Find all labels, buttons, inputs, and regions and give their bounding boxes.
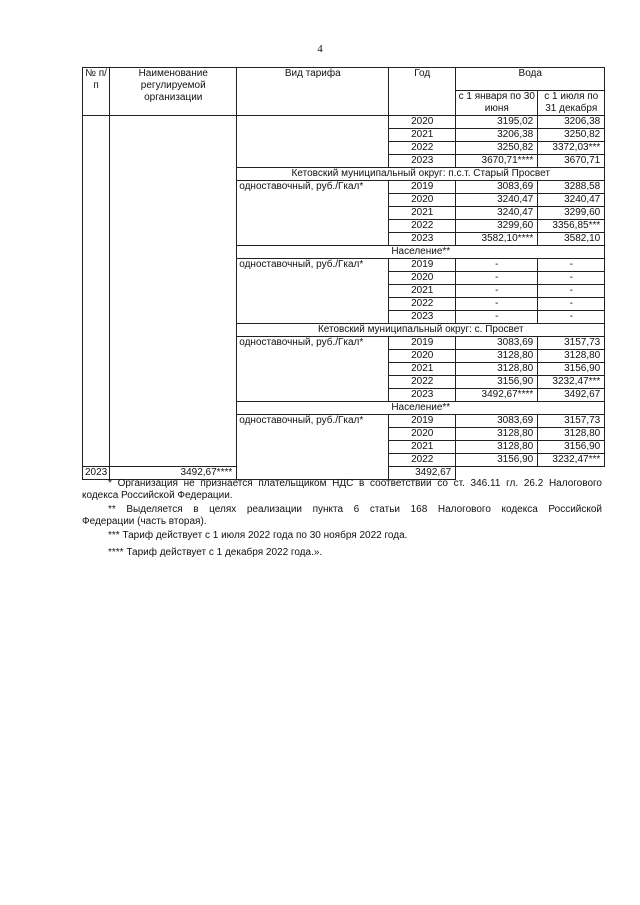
cell-year: 2020 bbox=[389, 272, 456, 285]
section-title: Население** bbox=[237, 402, 605, 415]
cell-value-jan-jun: 3299,60 bbox=[456, 220, 538, 233]
cell-value-jul-dec: 3492,67 bbox=[538, 389, 605, 402]
cell-tariff-type: одноставочный, руб./Гкал* bbox=[237, 415, 389, 480]
cell-value-jan-jun: 3240,47 bbox=[456, 194, 538, 207]
cell-value-jul-dec: 3232,47*** bbox=[538, 454, 605, 467]
cell-value-jan-jun: - bbox=[456, 311, 538, 324]
cell-year: 2023 bbox=[389, 311, 456, 324]
cell-value-jul-dec: 3128,80 bbox=[538, 428, 605, 441]
cell-value-jul-dec: - bbox=[538, 272, 605, 285]
cell-value-jul-dec: - bbox=[538, 298, 605, 311]
cell-value-jul-dec: 3299,60 bbox=[538, 207, 605, 220]
cell-year: 2020 bbox=[389, 116, 456, 129]
cell-value-jan-jun: 3670,71**** bbox=[456, 155, 538, 168]
cell-value-jan-jun: - bbox=[456, 272, 538, 285]
cell-year: 2022 bbox=[389, 220, 456, 233]
cell-value-jan-jun: 3492,67**** bbox=[456, 389, 538, 402]
cell-year: 2023 bbox=[389, 155, 456, 168]
cell-value-jan-jun: 3128,80 bbox=[456, 363, 538, 376]
footnote-tariff-jul-nov: *** Тариф действует с 1 июля 2022 года по 30 ноября 2022 года. bbox=[108, 530, 408, 541]
header-period-jul-dec: с 1 июля по 31 декабря bbox=[538, 91, 605, 116]
cell-year: 2022 bbox=[389, 376, 456, 389]
cell-value-jul-dec: 3372,03*** bbox=[538, 142, 605, 155]
cell-value-jan-jun: 3206,38 bbox=[456, 129, 538, 142]
cell-value-jan-jun: 3250,82 bbox=[456, 142, 538, 155]
cell-value-jul-dec: 3157,73 bbox=[538, 415, 605, 428]
cell-value-jul-dec: - bbox=[538, 311, 605, 324]
cell-value-jan-jun: 3128,80 bbox=[456, 441, 538, 454]
cell-value-jan-jun: 3582,10**** bbox=[456, 233, 538, 246]
cell-year: 2023 bbox=[83, 467, 110, 480]
cell-value-jul-dec: 3156,90 bbox=[538, 441, 605, 454]
cell-value-jul-dec: 3240,47 bbox=[538, 194, 605, 207]
cell-year: 2020 bbox=[389, 350, 456, 363]
cell-tariff-type bbox=[237, 116, 389, 168]
cell-tariff-type: одноставочный, руб./Гкал* bbox=[237, 337, 389, 402]
header-organization: Наименование регулируемой организации bbox=[110, 68, 237, 116]
cell-year: 2019 bbox=[389, 337, 456, 350]
cell-value-jul-dec: 3492,67 bbox=[389, 467, 456, 480]
footnote-tariff-dec: **** Тариф действует с 1 декабря 2022 года.». bbox=[108, 547, 323, 558]
cell-year: 2019 bbox=[389, 181, 456, 194]
cell-value-jan-jun: 3492,67**** bbox=[110, 467, 237, 480]
header-year: Год bbox=[389, 68, 456, 116]
footnote-population-continuation: Федерации (часть вторая). bbox=[82, 516, 207, 527]
cell-year: 2022 bbox=[389, 454, 456, 467]
cell-organization bbox=[110, 116, 237, 467]
cell-year: 2019 bbox=[389, 259, 456, 272]
cell-value-jul-dec: - bbox=[538, 285, 605, 298]
footnote-vat-continuation: кодекса Российской Федерации. bbox=[82, 490, 233, 501]
cell-year: 2019 bbox=[389, 415, 456, 428]
cell-value-jul-dec: 3356,85*** bbox=[538, 220, 605, 233]
cell-value-jan-jun: 3128,80 bbox=[456, 428, 538, 441]
page-number: 4 bbox=[317, 43, 323, 55]
header-water: Вода bbox=[456, 68, 605, 91]
cell-year: 2020 bbox=[389, 194, 456, 207]
cell-value-jul-dec: 3232,47*** bbox=[538, 376, 605, 389]
cell-value-jul-dec: 3128,80 bbox=[538, 350, 605, 363]
cell-tariff-type: одноставочный, руб./Гкал* bbox=[237, 181, 389, 246]
footnote-vat: * Организация не признается плательщиком НДС в соответствии со ст. 346.11 гл. 26.2 Налогового bbox=[108, 478, 602, 489]
cell-year: 2021 bbox=[389, 207, 456, 220]
cell-value-jul-dec: - bbox=[538, 259, 605, 272]
footnotes bbox=[82, 478, 602, 559]
cell-value-jul-dec: 3157,73 bbox=[538, 337, 605, 350]
cell-value-jul-dec: 3582,10 bbox=[538, 233, 605, 246]
header-tariff-type: Вид тарифа bbox=[237, 68, 389, 116]
cell-value-jan-jun: 3156,90 bbox=[456, 454, 538, 467]
cell-value-jul-dec: 3156,90 bbox=[538, 363, 605, 376]
cell-year: 2022 bbox=[389, 298, 456, 311]
cell-value-jul-dec: 3288,58 bbox=[538, 181, 605, 194]
cell-year: 2021 bbox=[389, 441, 456, 454]
cell-year: 2020 bbox=[389, 428, 456, 441]
cell-number bbox=[83, 116, 110, 467]
cell-tariff-type: одноставочный, руб./Гкал* bbox=[237, 259, 389, 324]
cell-value-jul-dec: 3250,82 bbox=[538, 129, 605, 142]
cell-value-jan-jun: 3195,02 bbox=[456, 116, 538, 129]
cell-value-jan-jun: 3156,90 bbox=[456, 376, 538, 389]
cell-value-jan-jun: 3083,69 bbox=[456, 181, 538, 194]
table-row bbox=[83, 116, 605, 129]
footnote-population: ** Выделяется в целях реализации пункта 6 статьи 168 Налогового кодекса Российской bbox=[108, 504, 602, 515]
cell-value-jan-jun: 3128,80 bbox=[456, 350, 538, 363]
tariff-table bbox=[82, 67, 605, 480]
section-title: Население** bbox=[237, 246, 605, 259]
cell-value-jul-dec: 3670,71 bbox=[538, 155, 605, 168]
cell-year: 2021 bbox=[389, 129, 456, 142]
header-number: № п/п bbox=[83, 68, 110, 116]
cell-value-jan-jun: - bbox=[456, 298, 538, 311]
cell-value-jul-dec: 3206,38 bbox=[538, 116, 605, 129]
cell-value-jan-jun: - bbox=[456, 259, 538, 272]
header-period-jan-jun: с 1 января по 30 июня bbox=[456, 91, 538, 116]
cell-year: 2021 bbox=[389, 285, 456, 298]
cell-value-jan-jun: 3240,47 bbox=[456, 207, 538, 220]
cell-value-jan-jun: 3083,69 bbox=[456, 337, 538, 350]
cell-year: 2022 bbox=[389, 142, 456, 155]
section-title: Кетовский муниципальный округ: с. Просвет bbox=[237, 324, 605, 337]
cell-year: 2023 bbox=[389, 233, 456, 246]
cell-value-jan-jun: - bbox=[456, 285, 538, 298]
cell-value-jan-jun: 3083,69 bbox=[456, 415, 538, 428]
cell-year: 2023 bbox=[389, 389, 456, 402]
section-title: Кетовский муниципальный округ: п.с.т. Старый Просвет bbox=[237, 168, 605, 181]
cell-year: 2021 bbox=[389, 363, 456, 376]
